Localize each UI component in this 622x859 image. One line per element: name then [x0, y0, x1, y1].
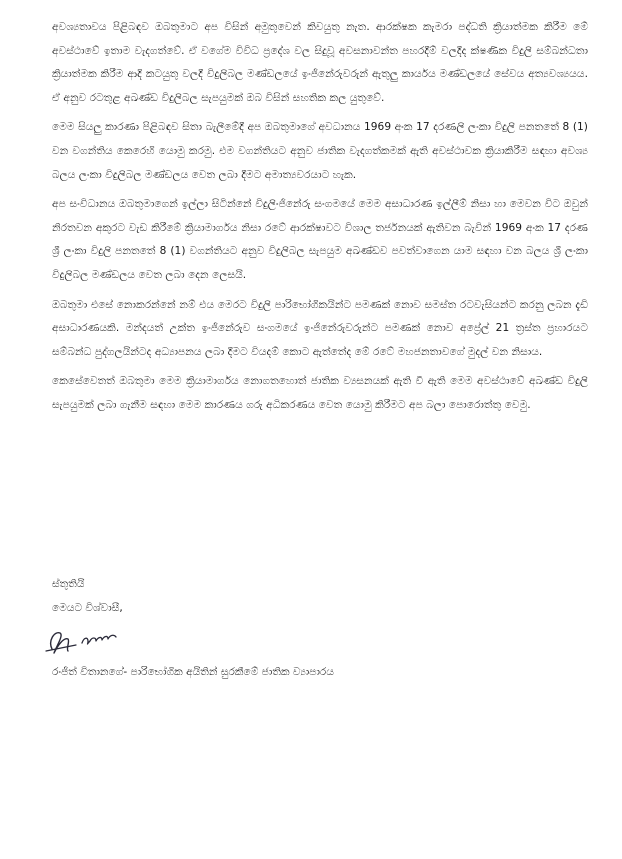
closing-thanks: ස්තුතියි	[52, 578, 85, 590]
paragraph-4: ඔබතුමා එසේ නොකරන්නේ නම් එය මෙරට විදුලි පාරිභෝගිකයින්ට පමණක් නොව සමස්ත රටවැසියන්ට කරනු ලබන දැඩි අසාධාරණයකි. මන්දයත් උක්ත ඉංජිනේරුව සංගමයේ ඉංජිනේරුවරුන්ට පමණක් නොව අප්‍රේල් 21 ත්‍රස්ත ප්‍රහාරයට සම්බන්ධ පුද්ගලයින්ටද අධ්‍යාපනය ලබා දීමට වියදම් කොට ඇත්තේද මේ රටේ මහජනතාවගේ මුදල් වන නිසාය.	[52, 298, 588, 358]
paragraph-1: අවශ්‍යතාවය පිළිබඳව ඔබතුමාට අප විසින් අමුතුවෙන් කිවයුතු නැත. ආරක්ෂක කැමරා පද්ධති ක්‍රියාත්මක කිරීම මේ අවස්ථාවේ ඉතාම වැදගත්වේ. ඒ වගේම විවිධ ප්‍රදේශ වල සිදුවූ අවසනාවන්ත පහරදීම් වලදීද ක්ෂණික විදුලි සම්බන්ධතා ක්‍රියාත්මක කිරීම ආදි කටයුතු වලදී විදුලිබල මණ්ඩලයේ ඉංජිනේරුවරුන් ඇතුලු කාර්යය මණ්ඩලයේ සේවය අත්‍යවශ්‍යයය. ඒ අනුව රටතුළ අඛණ්ඩ විදුලිබල සැපයුමක් ඔබ විසින් සහතික කල යුතුවේ.	[52, 21, 588, 104]
letter-body	[52, 16, 588, 424]
paragraph-2: මෙම සියලු කාරණා පිළිබඳව සිතා බැලීමේදී අප ඔබතුමාගේ අවධානය 1969 අංක 17 දරණලි ලංකා විදුලි පනතතේ 8 (1) වන වගන්තිය කෙරෙහි යොමු කරමු. එම වගන්තියට අනුව ජාතික වැදගත්කමක් ඇති අවස්ථාවක ක්‍රියාකිරීම සඳහා අවශ්‍ය බලය ලංකා විදුලිබල මණ්ඩලය වෙත ලබා දීමට අමාත්‍යවරයාට හැක.	[52, 121, 588, 181]
handwritten-signature	[42, 623, 132, 659]
signer-name: රංජිත් විතානගේ- පාරිභෝගික අයිතින් සුරකීමේ ජාතික ව්‍යාපාරය	[52, 666, 334, 678]
closing-faithfully: මෙයට විශ්වාසී,	[52, 602, 123, 614]
paragraph-5: කෙසේවෙතත් ඔබතුමා මෙම ක්‍රියාමාර්ගය නොගතහොත් ජාතික ව්‍යසනයක් ඇති වී ඇති මෙම අවස්ථාවේ අඛණ්ඩ විදුලි සැපයුමක් ලබා ගැනීම සඳහා මෙම කාරණය ගරු අධිකරණය වෙත යොමු කිරීමට අප බලා පොරොත්තු වෙමු.	[52, 375, 588, 411]
paragraph-3: අප සංවිධානය ඔබතුමාගෙන් ඉල්ලා සිටින්නේ විදුලිංජිනේරු සංගමයේ මෙම අසාධාරණ ඉල්ලීම් නිසා හා මෙවන විට ඔවුන් නිරතවන අකුරට වැඩ කිරීමේ ක්‍රියාමාර්ගය නිසා රටේ ආරක්ෂාවට විශාල තර්ජනයක් ඇතිවන බැවින් 1969 අංක 17 දරණ ශ්‍රී ලංකා විදුලි පනතතේ 8 (1) වගන්තියට අනුව විදුලිබල සැපයුම අඛණ්ඩව පවත්වාගෙන යාම සඳහා වන බලය ශ්‍රී ලංකා විදුලිබල මණ්ඩලය වෙත ලබා දෙන ලෙසයි.	[52, 198, 588, 281]
closing-block	[52, 572, 588, 620]
